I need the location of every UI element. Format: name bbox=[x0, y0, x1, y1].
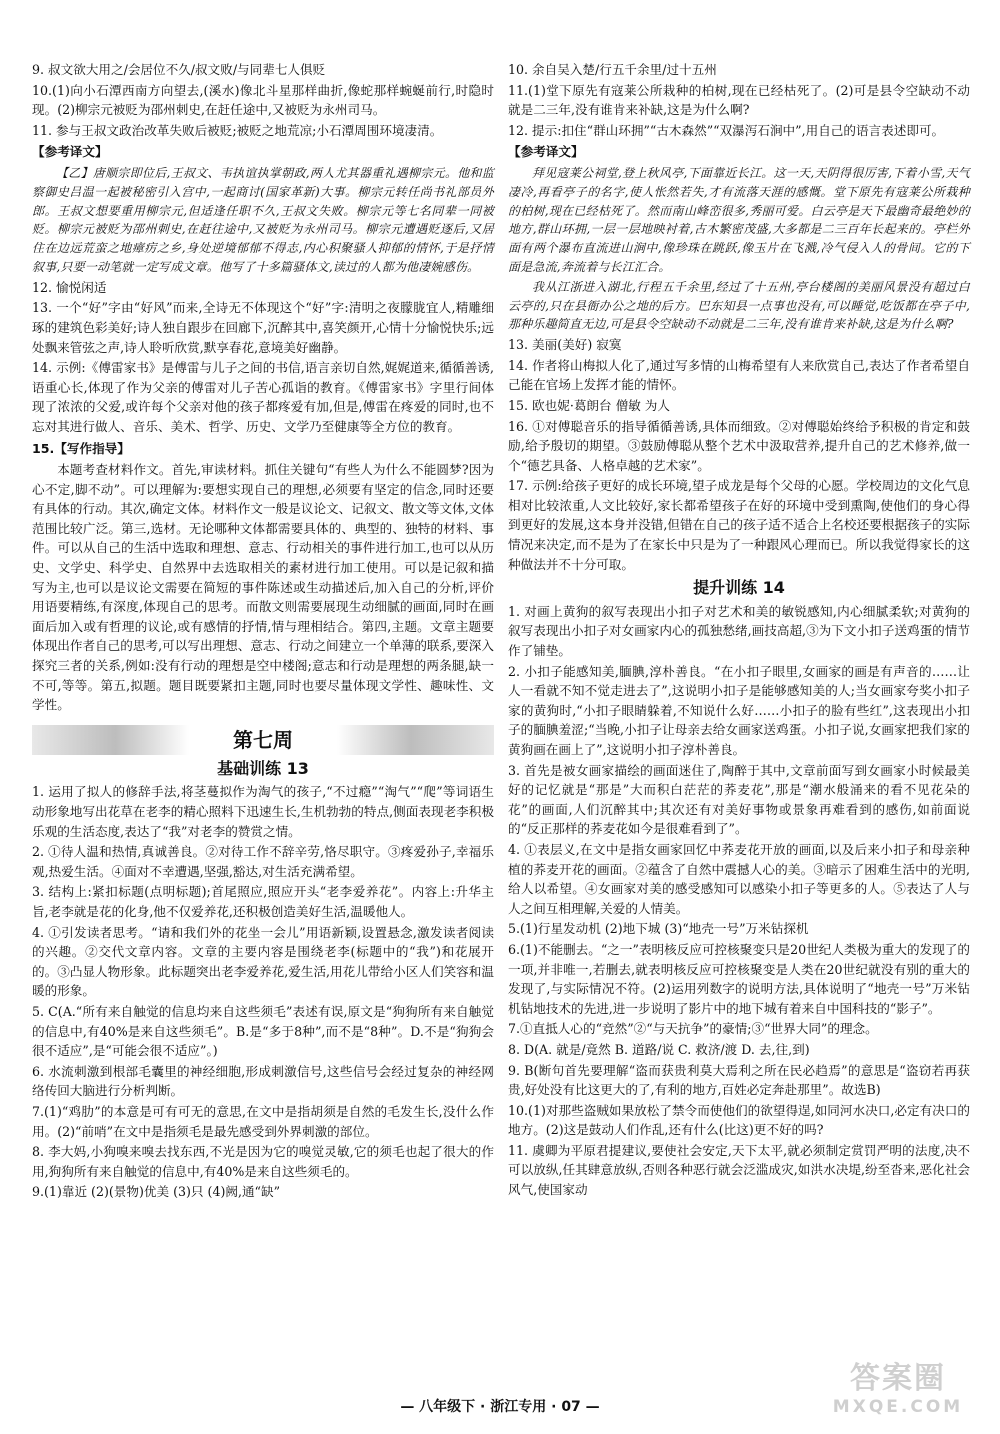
reference-translation-heading: 【参考译文】 bbox=[32, 144, 108, 160]
week-title: 第七周 bbox=[223, 728, 303, 752]
answer-item: 11.(1)堂下原先有寇莱公所栽种的柏树,现在已经枯死了。(2)可是县令空缺动不动就是二三年,没有谁肯来补缺,这是为什么啊? bbox=[508, 82, 970, 118]
left-column bbox=[32, 60, 494, 1203]
answer-item: 6.(1)不能删去。“之一”表明核反应可控核聚变只是20世纪人类极为重大的发现了的一项,并非唯一,若删去,就表明核反应可控核聚变是人类在20世纪就没有别的重大的发现了,与实际情况不符。(2)运用列数字的说明方法,具体说明了“地壳一号”万米钻机钻地技术的先进,进一步说明了影片中的地下城有着来自中国科技的“影子”。 bbox=[508, 941, 970, 1016]
answer-item: 15. 欧也妮·葛朗台 僧敏 为人 bbox=[508, 397, 670, 413]
answer-item: 3. 首先是被女画家描绘的画面迷住了,陶醉于其中,文章前面写到女画家小时候最美好的记忆就是“那是”大而积白茫茫的荞麦花”,那是“潮水般涌来的看不见花朵的花”的画面,人们沉醉其中;其次还有对美好事物或景象再难看到的感伤,如前面说的“反正那样的荞麦花如今是很难看到了”。 bbox=[508, 762, 970, 837]
section-title: 基础训练 13 bbox=[217, 758, 309, 778]
answer-item: 1. 运用了拟人的修辞手法,将茎蔓拟作为淘气的孩子,“不过瘾”“淘气”“爬”等词语生动形象地写出花草在老李的精心照料下迅速生长,生机勃勃的特点,侧面表现老李积极乐观的生活态度,表达了“我”对老李的赞赏之情。 bbox=[32, 784, 494, 839]
reference-translation-heading: 【参考译文】 bbox=[508, 144, 584, 160]
reference-translation-text: 我从江浙进入湖北,行程五千余里,经过了十五州,亭台楼阁的美丽风景没有超过白云亭的,只在县衙办公之地的后方。巴东知县一点事也没有,可以睡觉,吃饭都在亭子中,那种乐趣简直无边,可是县令空缺动不动就是二三年,没有谁肯来补缺,这是为什么啊? bbox=[508, 279, 970, 332]
writing-guide-heading: 15.【写作指导】 bbox=[32, 440, 130, 456]
answer-item: 13. 美丽(美好) 寂寞 bbox=[508, 337, 622, 353]
answer-item: 4. ①引发读者思考。“请和我们外的花坐一会儿”用语新颖,设置悬念,激发读者阅读的兴趣。②交代文章内容。文章的主要内容是围绕老李(标题中的“我”)和花展开的。③凸显人物形象。此标题突出老李爱养花,爱生活,用花儿带给小区人们笑容和温暖的形象。 bbox=[32, 924, 494, 999]
answer-item: 10. 余自吴入楚/行五千余里/过十五州 bbox=[508, 62, 717, 77]
answer-item: 14. 作者将山梅拟人化了,通过写多情的山梅希望有人来欣赏自己,表达了作者希望自己能在官场上发挥才能的情怀。 bbox=[508, 357, 970, 393]
answer-item: 5. C(A.“所有来自触觉的信息均来自这些须毛”表述有误,原文是“狗狗所有来自触觉的信息中,有40%是来自这些须毛”。B.是“多于8种”,而不是“8种”。D.不是“狗狗会很不适应”,是“可能会很不适应”。) bbox=[32, 1003, 494, 1059]
answer-item: 13. 一个“好”字由“好风”而来,全诗无不体现这个“好”字:清明之夜朦胧宜人,精雕细琢的建筑色彩美好;诗人独自跟步在回廊下,沉醉其中,喜笑颜开,心情十分愉悦快乐;远处飘来管弦之声,诗人聆听欣赏,默享春花,意境美好幽静。 bbox=[32, 300, 494, 355]
answer-item: 7.(1)“鸡肋”的本意是可有可无的意思,在文中是指胡须是自然的毛发生长,没什么作用。(2)“前哨”在文中是指须毛是最先感受到外界刺激的部位。 bbox=[32, 1103, 494, 1139]
week-banner bbox=[32, 725, 494, 755]
answer-item: 11. 参与王叔文政治改革失败后被贬;被贬之地荒凉;小石潭周围环境凄清。 bbox=[32, 122, 443, 138]
answer-item: 17. 示例:给孩子更好的成长环境,望子成龙是每个父母的心愿。学校周边的文化气息相对比较浓重,人文比较好,家长都希望孩子在好的环境中受到熏陶,使他们的身心得到更好的发展,这本身并没错,但错在自己的孩子适不适合上名校还要根据孩子的实际情况来决定,而不是为了在家长中只是为了一种跟风心理而已。所以我觉得家长的这种做法并不十分可取。 bbox=[508, 478, 970, 572]
answer-item: 8. 李大妈,小狗嗅来嗅去找东西,不光是因为它的嗅觉灵敏,它的须毛也起了很大的作用,狗狗所有来自触觉的信息中,有40%是来自这些须毛的。 bbox=[32, 1144, 494, 1179]
answer-item: 3. 结构上:紧扣标题(点明标题);首尾照应,照应开头“老李爱养花”。内容上:升华主旨,老李就是花的化身,他不仅爱养花,还积极创造美好生活,温暖他人。 bbox=[32, 884, 494, 919]
watermark-line1: 答案圈 bbox=[850, 1361, 946, 1396]
answer-item: 10.(1)对那些盗贼如果放松了禁令而使他们的欲望得逞,如同河水决口,必定有决口的地方。(2)这是鼓动人们作乱,还有什么(比这)更不好的吗? bbox=[508, 1102, 970, 1138]
answer-item: 12. 愉悦闲适 bbox=[32, 279, 107, 295]
answer-item: 10.(1)向小石潭西南方向望去,(溪水)像北斗星那样曲折,像蛇那样蜿蜒前行,时隐时现。(2)柳宗元被贬为邵州刺史,在赶任途中,又被贬为永州司马。 bbox=[32, 82, 494, 118]
answer-item: 16. ①对傅聪音乐的指导循循善诱,具体而细致。②对傅聪始终给予积极的肯定和鼓励,给予殷切的期望。③鼓励傅聪从整个艺术中汲取营养,提升自己的艺术修养,做一个“德艺具备、人格卓越的艺术家”。 bbox=[508, 418, 970, 473]
right-column bbox=[508, 60, 970, 1201]
answer-item: 9.(1)靠近 (2)(景物)优美 (3)只 (4)阙,通“缺” bbox=[32, 1184, 281, 1200]
watermark-line2: MXQE.COM bbox=[832, 1397, 964, 1417]
answer-item: 14. 示例:《傅雷家书》是傅雷与儿子之间的书信,语言亲切自然,娓娓道来,循循善诱,语重心长,体现了作为父亲的傅雷对儿子苦心孤诣的教育。《傅雷家书》字里行间体现了浓浓的父爱,或许每个父亲对他的孩子都疼爱有加,但是,傅雷在疼爱的同时,也不忘对其进行做人、音乐、美术、哲学、历史、文学乃至健康等全方位的教育。 bbox=[32, 360, 494, 434]
answer-item: 5.(1)行星发动机 (2)地下城 (3)“地壳一号”万米钻探机 bbox=[508, 921, 809, 937]
reference-translation-text: 【乙】唐顺宗即位后,王叔文、韦执谊执掌朝政,两人尤其器重礼遇柳宗元。他和监察御史吕温一起被秘密引入宫中,一起商讨(国家革新)大事。柳宗元转任尚书礼部员外郎。王叔文想要重用柳宗元,但适逢任职不久,王叔文失败。柳宗元等七名同辈一同被贬。柳宗元被贬为邵州刺史,在赶往途中,又被贬为永州司马。柳宗元遭遇贬逐后,又居住在边远荒蛮之地瘴疠之乡,身处逆境郁郁不得志,内心积聚骚人抑郁的情怀,于是抒情叙事,只要一动笔就一定写成文章。他写了十多篇骚体文,读过的人都为他凄婉感伤。 bbox=[32, 165, 494, 274]
answer-item: 12. 提示:扣住“群山环拥”“古木森然”“双瀑泻石涧中”,用自己的语言表述即可。 bbox=[508, 122, 945, 138]
answer-item: 11. 虞卿为平原君提建议,要使社会安定,天下太平,就必须制定赏罚严明的法度,决不可以放纵,任其肆意放纵,否则各种恶行就会泛滥成灾,如洪水决堤,纷至沓来,恶化社会风气,使国家动 bbox=[508, 1142, 970, 1198]
answer-item: 2. 小扣子能感知美,腼腆,淳朴善良。“在小扣子眼里,女画家的画是有声音的……让人一看就不知不觉走进去了”,这说明小扣子是能够感知美的人;当女画家夸奖小扣子家的黄狗时,“小扣子眼睛躲着,不知说什么好……小扣子的脸有些红”,这表现出小扣子的腼腆羞涩;“当晚,小扣子让母亲去给女画家送鸡蛋。小扣子说,女画家把我们家的黄狗画在画上了”,这说明小扣子淳朴善良。 bbox=[508, 663, 970, 758]
answer-item: 8. D(A. 就是/竟然 B. 道路/说 C. 救济/渡 D. 去,往,到) bbox=[508, 1041, 810, 1057]
answer-item: 2. ①待人温和热情,真诚善良。②对待工作不辞辛劳,恪尽职守。③疼爱孙子,幸福乐观,热爱生活。④面对不幸遭遇,坚强,豁达,对生活充满希望。 bbox=[32, 844, 494, 879]
watermark-logo bbox=[812, 1362, 984, 1424]
answer-item: 6. 水流刺激到根部毛囊里的神经细胞,形成刺激信号,这些信号会经过复杂的神经网络传回大脑进行分析判断。 bbox=[32, 1063, 494, 1099]
writing-guide-text: 本题考查材料作文。首先,审读材料。抓住关键句“有些人为什么不能圆梦?因为心不定,脚不动”。可以理解为:要想实现自己的理想,必须要有坚定的信念,同时还要有具体的行动。其次,确定文体。材料作文一般是议论文、记叙文、散文等文体,文体范围比较广泛。第三,选材。无论哪种文体都需要具体的、典型的、独特的材料、事件。可以从自己的生活中选取和理想、意志、行动相关的事件进行加工,也可以从历史、文学史、科学史、自然界中去选取相关的素材进行加工使用。可以是记叙和描写为主,也可以是议论文需要在简短的事件陈述或生动描述后,加入自己的分析,评价用语要精练,有深度,体现自己的思考。而散文则需要展现生动细腻的画面,同时在画面后加入或有哲理的议论,或有感情的抒情,情与理相结合。第四,主题。文章主题要体现出作者自己的思考,可以写出理想、意志、行动之间建立一个单薄的联系,要深入探究三者的关系,例如:没有行动的理想是空中楼阁;意志和行动是理想的两条腿,缺一不可,等等。第五,拟题。题目既要紧扣主题,同时也要尽量体现文学性、趣味性、文学性。 bbox=[32, 462, 494, 713]
answer-item: 1. 对画上黄狗的叙写表现出小扣子对艺术和美的敏锐感知,内心细腻柔软;对黄狗的叙写表现出小扣子对女画家内心的孤独愁绪,画技高超,③为下文小扣子送鸡蛋的情节作了铺垫。 bbox=[508, 603, 970, 659]
answer-item: 4. ①表层义,在文中是指女画家回忆中荞麦花开放的画面,以及后来小扣子和母亲种植的荞麦开花的画面。②蕴含了自然中震撼人心的美。③暗示了困难生活中的光明,给人以希望。④女画家对美的感受感知可以感染小扣子等更多的人。⑤表达了人与人之间互相理解,关爱的人情美。 bbox=[508, 841, 970, 916]
reference-translation-text: 拜见寇莱公祠堂,登上秋风亭,下面靠近长江。这一天,天阴得很厉害,下着小雪,天气凄冷,再看亭子的名字,使人怅然若失,才有流落天涯的感慨。堂下原先有寇莱公所栽种的柏树,现在已经枯死了。然而南山峰峦很多,秀丽可爱。白云亭是天下最幽奇最绝妙的地方,群山环拥,一层一层地映衬着,古木繁密茂盛,大多都是二三百年长起来的。亭栏外面有两个瀑布直流进山涧中,像珍珠在跳跃,像玉片在飞溅,冷气侵入人的骨间。它的下面是急流,奔流着与长江汇合。 bbox=[508, 165, 970, 274]
section-title: 提升训练 14 bbox=[693, 578, 785, 598]
answer-item: 9. B(断句首先要理解“盗而获贵利莫大焉利之所在民必趋焉”的意思是“盗窃若再获贵,好处没有比这更大的了,有利的地方,百姓必定奔赴那里”。故选B) bbox=[508, 1062, 970, 1098]
answer-item: 9. 叔文欲大用之/会居位不久/叔文败/与同辈七人俱贬 bbox=[32, 62, 326, 77]
answer-item: 7.①直抵人心的“竞然”②“与天抗争”的豪情;③“世界大同”的理念。 bbox=[508, 1021, 878, 1037]
page-footer: — 八年级下 · 浙江专用 · 07 — bbox=[400, 1399, 600, 1415]
